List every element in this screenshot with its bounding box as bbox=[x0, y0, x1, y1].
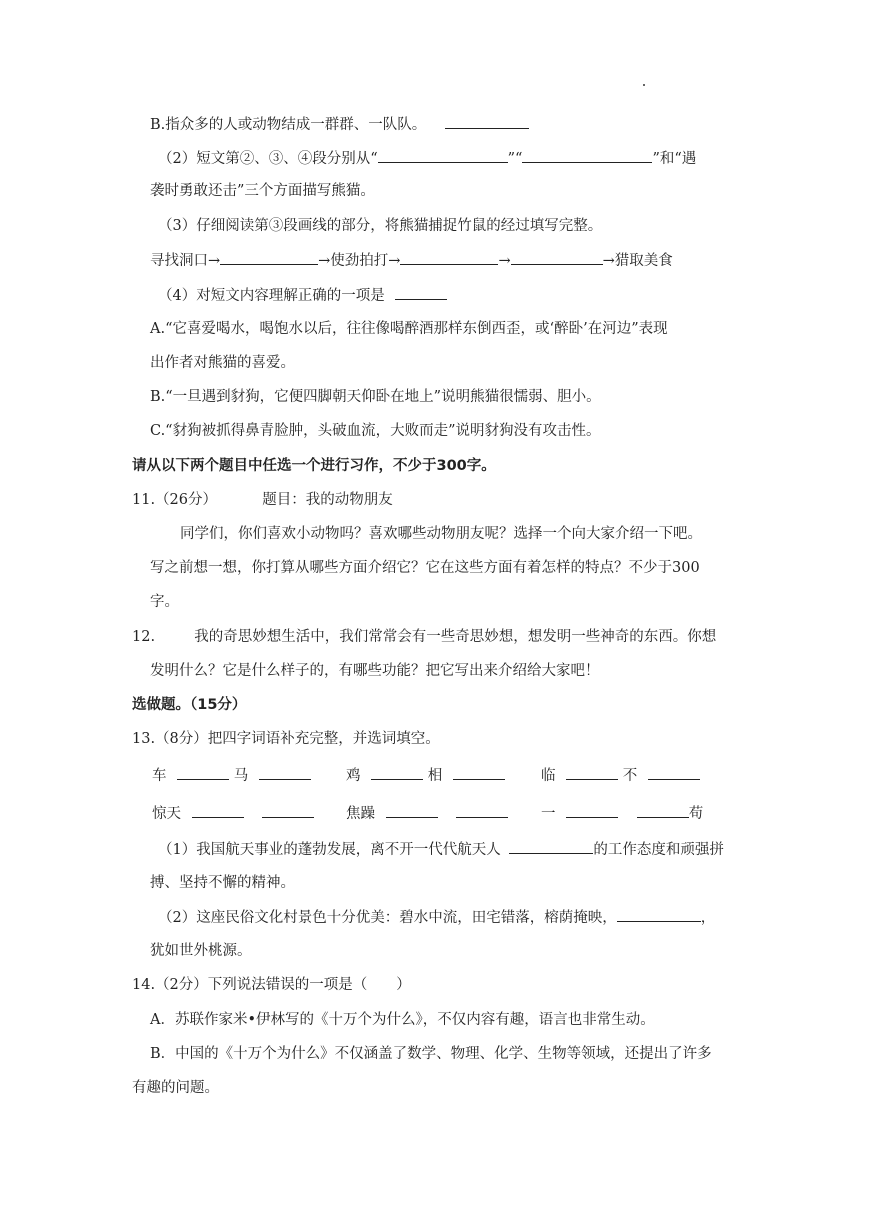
idiom-row-1-b bbox=[346, 765, 505, 786]
q14-option-b-line1: B．中国的《十万个为什么》不仅涵盖了数学、物理、化学、生物等领域，还提出了许多 bbox=[150, 1046, 712, 1062]
writing-section-heading: 请从以下两个题目中任选一个进行习作，不少于300字。 bbox=[132, 458, 496, 474]
q10-part2-text-c: ”和“遇 bbox=[652, 151, 697, 167]
idiom-char: 不 bbox=[622, 768, 638, 784]
idiom-row-2-a bbox=[152, 803, 314, 824]
idiom-row-2-c bbox=[541, 803, 703, 824]
q10-part2-line2: 袭时勇敢还击”三个方面描写熊猫。 bbox=[150, 183, 375, 199]
idiom-char: 相 bbox=[427, 768, 443, 784]
q10-option-b-text: B.指众多的人或动物结成一群群、一队队。 bbox=[150, 117, 427, 133]
sequence-arrow: → bbox=[498, 253, 511, 269]
q10-part2-line1 bbox=[158, 148, 696, 169]
idiom-char: 临 bbox=[541, 768, 556, 784]
q13-sentence1-text-b: 的工作态度和顽强拼 bbox=[593, 842, 724, 858]
answer-blank[interactable] bbox=[453, 765, 505, 780]
idiom-char: 鸡 bbox=[346, 768, 361, 784]
q10-part4-option-a-line2: 出作者对熊猫的喜爱。 bbox=[150, 355, 295, 371]
idiom-char: 车 bbox=[152, 768, 167, 784]
q10-part4-text: （4）对短文内容理解正确的一项是 bbox=[158, 288, 385, 304]
q10-part2-text-b: ”“ bbox=[507, 151, 523, 167]
answer-blank[interactable] bbox=[400, 250, 498, 265]
q13-sentence1-line1 bbox=[158, 839, 724, 860]
q12-line2: 发明什么？它是什么样子的，有哪些功能？把它写出来介绍给大家吧！ bbox=[150, 663, 600, 679]
sequence-middle: →使劲拍打→ bbox=[318, 253, 401, 269]
stray-dot bbox=[643, 84, 645, 86]
answer-blank[interactable] bbox=[262, 803, 314, 818]
answer-blank[interactable] bbox=[177, 765, 229, 780]
q13-sentence1-line2: 搏、坚持不懈的精神。 bbox=[150, 875, 295, 891]
idiom-char: 惊天 bbox=[152, 806, 181, 822]
q11-line1: 同学们，你们喜欢小动物吗？喜欢哪些动物朋友呢？选择一个向大家介绍一下吧。 bbox=[180, 526, 702, 542]
answer-blank[interactable] bbox=[259, 765, 311, 780]
q11-line2: 写之前想一想，你打算从哪些方面介绍它？它在这些方面有着怎样的特点？不少于300 bbox=[150, 560, 700, 576]
answer-blank[interactable] bbox=[648, 765, 700, 780]
answer-blank[interactable] bbox=[456, 803, 508, 818]
answer-blank[interactable] bbox=[566, 765, 618, 780]
q14-intro: 14.（2分）下列说法错误的一项是（ ） bbox=[132, 977, 411, 993]
answer-blank[interactable] bbox=[522, 148, 652, 163]
answer-blank[interactable] bbox=[617, 907, 701, 922]
idiom-char: 马 bbox=[233, 768, 249, 784]
q10-part4-option-b: B.“一旦遇到豺狗，它便四脚朝天仰卧在地上”说明熊猫很懦弱、胆小。 bbox=[150, 389, 601, 405]
idiom-row-1-a bbox=[152, 765, 311, 786]
q10-part3-question: （3）仔细阅读第③段画线的部分，将熊猫捕捉竹鼠的经过填写完整。 bbox=[158, 218, 603, 234]
q13-intro: 13.（8分）把四字词语补充完整，并选词填空。 bbox=[132, 731, 440, 747]
q12-text: 我的奇思妙想生活中，我们常常会有一些奇思妙想，想发明一些神奇的东西。你想 bbox=[194, 629, 717, 645]
q10-part2-text-a: （2）短文第②、③、④段分别从“ bbox=[158, 151, 378, 167]
answer-blank[interactable] bbox=[566, 803, 618, 818]
answer-blank[interactable] bbox=[386, 803, 438, 818]
q11-header bbox=[132, 490, 393, 510]
answer-blank[interactable] bbox=[509, 839, 593, 854]
q11-line3: 字。 bbox=[150, 594, 179, 610]
q14-option-b-line2: 有趣的问题。 bbox=[132, 1080, 219, 1096]
q12-line1 bbox=[132, 627, 716, 647]
answer-blank[interactable] bbox=[445, 114, 529, 129]
q10-part4-option-a-line1: A.“它喜爱喝水，喝饱水以后，往往像喝醉酒那样东倒西歪，或‘醉卧’在河边”表现 bbox=[150, 321, 668, 337]
sequence-start: 寻找洞口→ bbox=[150, 253, 221, 269]
q10-part3-sequence bbox=[150, 250, 673, 271]
answer-blank[interactable] bbox=[378, 148, 508, 163]
answer-blank[interactable] bbox=[371, 765, 423, 780]
answer-blank[interactable] bbox=[192, 803, 244, 818]
optional-section-heading: 选做题。（15分） bbox=[132, 697, 247, 713]
q14-option-a: A．苏联作家米•伊林写的《十万个为什么》，不仅内容有趣，语言也非常生动。 bbox=[150, 1012, 655, 1028]
answer-blank[interactable] bbox=[220, 250, 318, 265]
q11-title: 题目：我的动物朋友 bbox=[262, 492, 393, 508]
idiom-row-1-c bbox=[541, 765, 700, 786]
q11-number: 11.（26分） bbox=[132, 492, 218, 508]
idiom-char: 焦躁 bbox=[346, 806, 375, 822]
answer-blank[interactable] bbox=[637, 803, 689, 818]
q12-number: 12. bbox=[132, 629, 156, 645]
idiom-char: 一 bbox=[541, 806, 556, 822]
q13-sentence2-line2: 犹如世外桃源。 bbox=[150, 943, 252, 959]
q13-sentence1-text-a: （1）我国航天事业的蓬勃发展，离不开一代代航天人 bbox=[158, 842, 501, 858]
q10-option-b bbox=[150, 114, 529, 135]
sequence-end: →猎取美食 bbox=[602, 253, 673, 269]
answer-blank[interactable] bbox=[511, 250, 603, 265]
q10-part4-question bbox=[158, 285, 447, 306]
answer-blank[interactable] bbox=[395, 285, 447, 300]
q13-sentence2-text-a: （2）这座民俗文化村景色十分优美：碧水中流，田宅错落，榕荫掩映， bbox=[158, 910, 617, 926]
idiom-char: 苟 bbox=[688, 806, 704, 822]
q13-sentence2-line1 bbox=[158, 907, 715, 928]
q10-part4-option-c: C.“豺狗被抓得鼻青脸肿，头破血流，大败而走”说明豺狗没有攻击性。 bbox=[150, 423, 601, 439]
idiom-row-2-b bbox=[346, 803, 508, 824]
q13-sentence2-text-b: ， bbox=[700, 910, 716, 926]
